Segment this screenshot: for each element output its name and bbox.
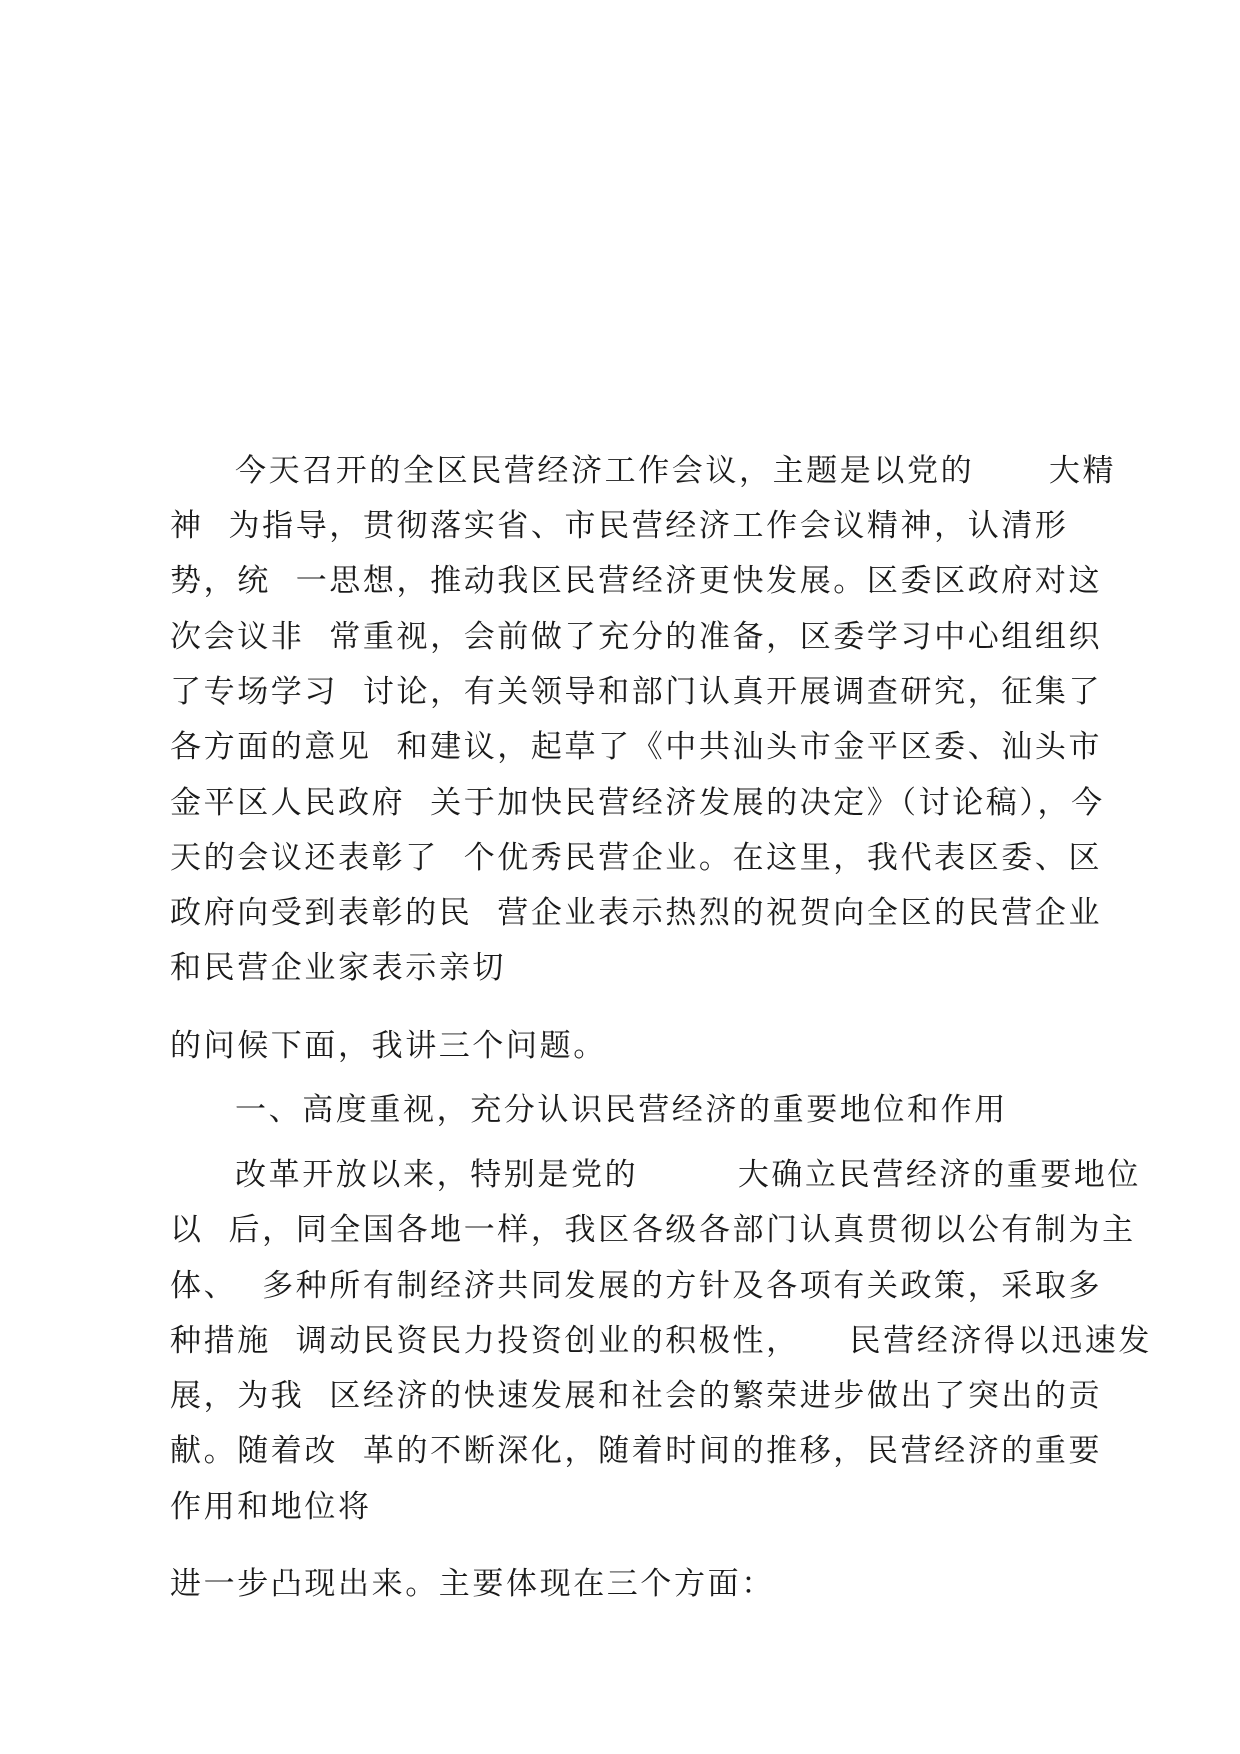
- paragraph-line: 次会议非 常重视，会前做了充分的准备，区委学习中心组组织: [170, 619, 1103, 655]
- paragraph-line: 展，为我 区经济的快速发展和社会的繁荣进步做出了突出的贡: [170, 1378, 1103, 1414]
- paragraph-line: 改革开放以来，特别是党的 大确立民营经济的重要地位: [235, 1157, 1142, 1193]
- paragraph-line: 今天召开的全区民营经济工作会议，主题是以党的 大精: [235, 453, 1117, 489]
- paragraph-line: 作用和地位将: [170, 1489, 372, 1525]
- paragraph-line: 献。随着改 革的不断深化，随着时间的推移，民营经济的重要: [170, 1433, 1103, 1469]
- paragraph-line: 势，统 一思想，推动我区民营经济更快发展。区委区政府对这: [170, 563, 1103, 599]
- paragraph-line: 了专场学习 讨论，有关领导和部门认真开展调查研究，征集了: [170, 674, 1103, 710]
- paragraph-line: 政府向受到表彰的民 营企业表示热烈的祝贺向全区的民营企业: [170, 895, 1103, 931]
- paragraph-line: 种措施 调动民资民力投资创业的积极性， 民营经济得以迅速发: [170, 1323, 1152, 1359]
- paragraph-line: 的问候下面，我讲三个问题。: [170, 1028, 607, 1064]
- paragraph-line: 以 后，同全国各地一样，我区各级各部门认真贯彻以公有制为主: [170, 1212, 1136, 1248]
- section-heading: 一、高度重视，充分认识民营经济的重要地位和作用: [235, 1092, 1008, 1128]
- paragraph-line: 神 为指导，贯彻落实省、市民营经济工作会议精神，认清形: [170, 508, 1069, 544]
- paragraph-line: 体、 多种所有制经济共同发展的方针及各项有关政策，采取多: [170, 1268, 1103, 1304]
- paragraph-line: 金平区人民政府 关于加快民营经济发展的决定》（讨论稿），今: [170, 785, 1105, 821]
- paragraph-line: 天的会议还表彰了 个优秀民营企业。在这里，我代表区委、区: [170, 840, 1103, 876]
- paragraph-line: 各方面的意见 和建议，起草了《中共汕头市金平区委、汕头市: [170, 729, 1103, 765]
- paragraph-line: 进一步凸现出来。主要体现在三个方面：: [170, 1566, 775, 1602]
- paragraph-line: 和民营企业家表示亲切: [170, 950, 506, 986]
